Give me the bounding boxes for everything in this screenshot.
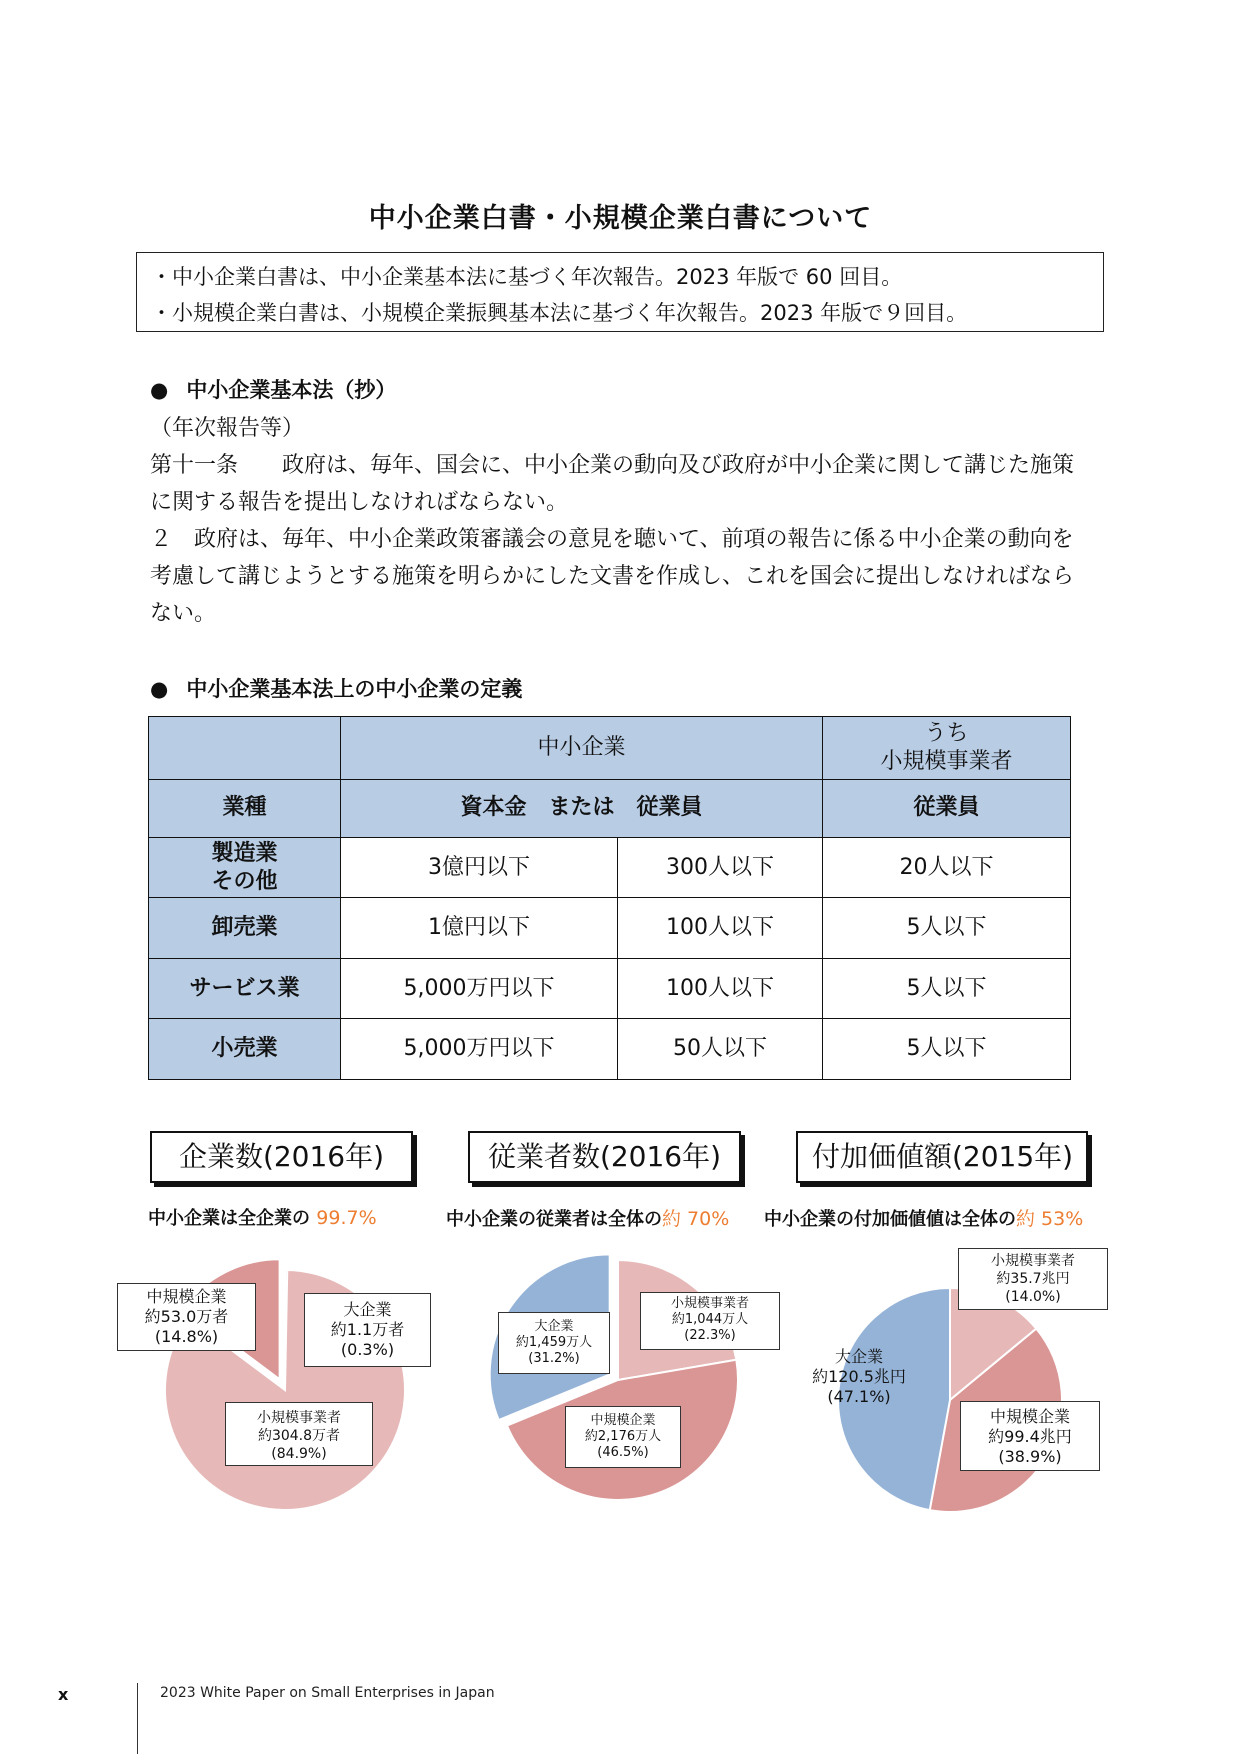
slice-label-medium [960,1401,1100,1471]
slice-label-name: 中規模企業 [590,1413,656,1428]
slice-label-value: 約304.8万者 [257,1428,341,1444]
header-small-line2: 小規模事業者 [880,748,1013,774]
capital-cell: 5,000万円以下 [341,1019,618,1080]
subtitle-highlight: 約 53% [1016,1208,1084,1230]
slice-label-pct: (14.8%) [154,1327,219,1346]
slice-label-name: 小規模事業者 [257,1410,341,1426]
chart-title-companies: 企業数(2016年) [150,1131,413,1183]
slice-label-large [793,1344,925,1414]
slice-label-name: 小規模事業者 [991,1253,1075,1269]
definition-heading-text: 中小企業基本法上の中小企業の定義 [186,677,523,701]
slice-label-pct: (0.3%) [340,1340,395,1359]
pie-chart-employees [488,1250,748,1510]
footer-title: 2023 White Paper on Small Enterprises in Japan [160,1685,495,1701]
slice-label-value: 約1,044万人 [671,1312,749,1327]
slice-label-value: 約53.0万者 [144,1307,229,1326]
chart-subtitle-companies [148,1204,377,1230]
industry-cell: 小売業 [149,1019,341,1080]
header-capital-or-employees: 資本金 または 従業員 [341,779,823,837]
header-sme: 中小企業 [341,717,823,780]
slice-label-pct: (47.1%) [827,1387,891,1406]
chart-title-value-added: 付加価値額(2015年) [796,1131,1088,1183]
slice-label-large [304,1293,431,1367]
slice-label-pct: (84.9%) [271,1446,327,1462]
chart-title-employees: 従業者数(2016年) [468,1131,741,1183]
employees-cell: 100人以下 [618,898,823,959]
page-number: x [58,1685,69,1704]
slice-label-value: 約99.4兆円 [988,1427,1072,1446]
slice-label-medium [117,1283,256,1351]
slice-label-small [958,1248,1108,1310]
slice-label-pct: (38.9%) [998,1447,1062,1466]
employees-cell: 100人以下 [618,958,823,1019]
definition-heading [150,673,522,703]
industry-cell: 卸売業 [149,898,341,959]
slice-label-small [225,1402,373,1466]
employees-cell: 300人以下 [618,837,823,898]
sme-definition-table [148,716,1071,1080]
subtitle-highlight: 99.7% [316,1207,377,1229]
industry-cell: サービス業 [149,958,341,1019]
law-heading [150,374,396,404]
page-title: 中小企業白書・小規模企業白書について [368,203,873,234]
chart-subtitle-employees [446,1204,729,1231]
subtitle-text: 中小企業は全企業の [148,1208,310,1229]
capital-cell: 3億円以下 [341,837,618,898]
small-employees-cell: 5人以下 [823,898,1071,959]
slice-label-pct: (46.5%) [597,1445,649,1460]
table-row [149,1019,1071,1080]
slice-label-name: 中規模企業 [146,1287,227,1306]
industry-line: その他 [211,868,278,894]
law-article-11-2: ２ 政府は、毎年、中小企業政策審議会の意見を聴いて、前項の報告に係る中小企業の動向を考慮して講じようとする施策を明らかにした文書を作成し、これを国会に提出しなければならない。 [150,527,1075,626]
summary-line: ・中小企業白書は、中小企業基本法に基づく年次報告。2023 年版で 60 回目。 [151,265,903,289]
slice-label-name: 小規模事業者 [670,1296,749,1311]
small-employees-cell: 5人以下 [823,958,1071,1019]
bullet-icon: ● [150,677,169,701]
law-subheading: （年次報告等） [150,416,305,441]
industry-line: 製造業 [211,840,278,866]
employees-cell: 50人以下 [618,1019,823,1080]
slice-label-name: 大企業 [834,1347,883,1366]
slice-label-small [640,1292,780,1350]
slice-label-pct: (31.2%) [528,1351,580,1366]
capital-cell: 1億円以下 [341,898,618,959]
law-heading-text: 中小企業基本法（抄） [186,378,397,402]
slice-label-name: 大企業 [534,1319,574,1334]
slice-label-value: 約1,459万人 [515,1335,593,1350]
subtitle-text: 中小企業の付加価値値は全体の [764,1209,1016,1230]
small-employees-cell: 20人以下 [823,837,1071,898]
summary-box [136,252,1104,332]
bullet-icon: ● [150,378,169,402]
slice-label-name: 中規模企業 [989,1407,1070,1426]
summary-line: ・小規模企業白書は、小規模企業振興基本法に基づく年次報告。2023 年版で９回目。 [151,301,968,325]
subtitle-text: 中小企業の従業者は全体の [446,1209,662,1230]
table-row [149,898,1071,959]
slice-label-value: 約2,176万人 [584,1429,662,1444]
slice-label-pct: (22.3%) [684,1328,736,1343]
slice-label-value: 約120.5兆円 [812,1367,906,1386]
capital-cell: 5,000万円以下 [341,958,618,1019]
header-small-line1: うち [924,720,969,746]
header-blank-cell [149,717,341,780]
slice-label-medium [565,1406,681,1468]
header-small [823,717,1071,780]
industry-cell [149,837,341,898]
subtitle-highlight: 約 70% [662,1208,730,1230]
law-text [150,410,1095,632]
table-row [149,958,1071,1019]
slice-label-pct: (14.0%) [1005,1289,1061,1305]
slice-label-value: 約1.1万者 [330,1320,405,1339]
law-article-11: 第十一条 政府は、毎年、国会に、中小企業の動向及び政府が中小企業に関して講じた施策に関する報告を提出しなければならない。 [150,453,1075,515]
slice-label-name: 大企業 [343,1300,392,1319]
header-industry: 業種 [149,779,341,837]
small-employees-cell: 5人以下 [823,1019,1071,1080]
header-employees: 従業員 [823,779,1071,837]
table-row [149,837,1071,898]
chart-subtitle-value-added [764,1204,1083,1231]
slice-label-value: 約35.7兆円 [996,1271,1070,1287]
footer-divider [137,1683,138,1754]
slice-label-large [498,1312,610,1374]
